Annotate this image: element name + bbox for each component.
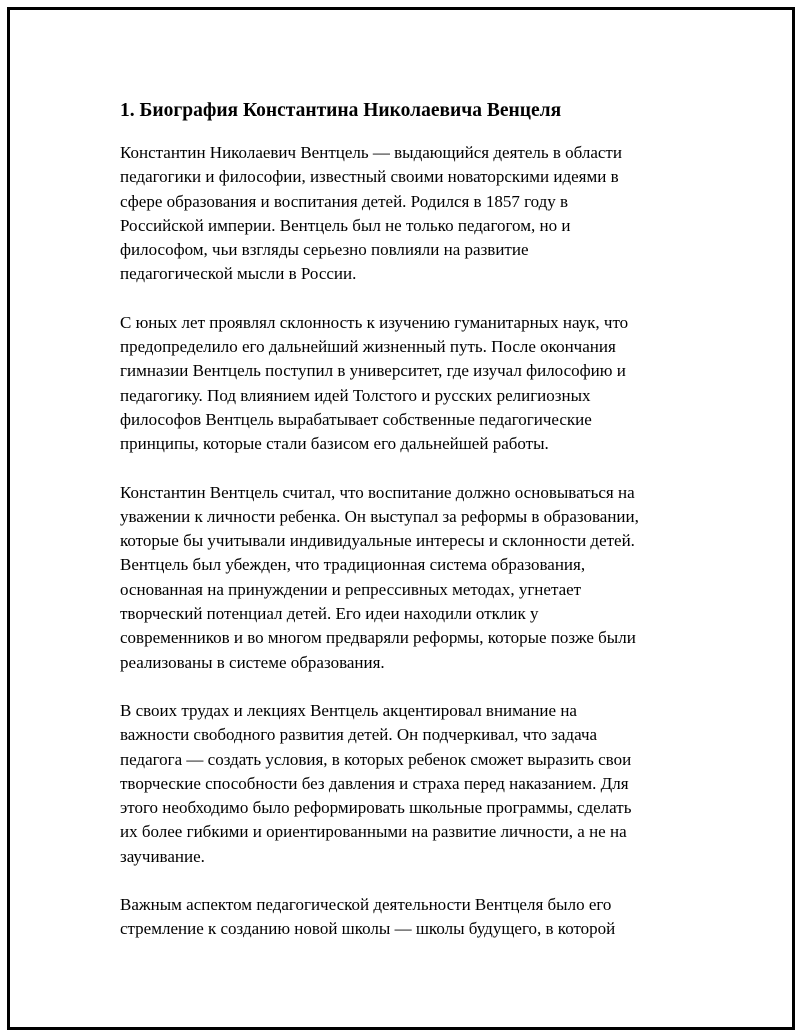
text-line: Константин Николаевич Вентцель — выдающийся деятель в области — [120, 143, 622, 162]
text-line: Константин Вентцель считал, что воспитание должно основываться на — [120, 482, 635, 502]
text-line: педагога — создать условия, в которых ребенок сможет выразить свои — [120, 749, 632, 769]
text-line: этого необходимо было реформировать школьные программы, сделать — [120, 798, 632, 818]
document-body — [120, 99, 695, 966]
text-line: творческий потенциал детей. Его идеи находили отклик у — [120, 604, 539, 624]
text-line: творческие способности без давления и страха перед наказанием. Для — [120, 773, 629, 793]
text-line: гимназии Вентцель поступил в университет, где изучал философию и — [120, 361, 626, 381]
paragraph-3 — [120, 481, 695, 675]
text-line: педагогики и философии, известный своими новаторскими идеями в — [120, 167, 619, 187]
text-line: Важным аспектом педагогической деятельности Вентцеля было его — [120, 895, 612, 915]
text-line: Российской империи. Вентцель был не только педагогом, но и — [120, 215, 571, 235]
text-line: педагогику. Под влиянием идей Толстого и русских религиозных — [120, 385, 591, 405]
text-line: педагогической мысли в России. — [120, 264, 357, 284]
text-line: философов Вентцель вырабатывает собственные педагогические — [120, 409, 592, 429]
text-line: предопределило его дальнейший жизненный путь. После окончания — [120, 337, 616, 357]
text-line: основанная на принуждении и репрессивных методах, угнетает — [120, 579, 582, 599]
text-line: сфере образования и воспитания детей. Родился в 1857 году в — [120, 191, 569, 211]
text-line: С юных лет проявлял склонность к изучению гуманитарных наук, что — [120, 312, 629, 332]
text-line: которые бы учитывали индивидуальные интересы и склонности детей. — [120, 531, 635, 551]
text-line: заучивание. — [120, 846, 205, 866]
text-line: принципы, которые стали базисом его дальнейшей работы. — [120, 434, 549, 454]
page-frame — [7, 7, 795, 1030]
text-line: важности свободного развития детей. Он подчеркивал, что задача — [120, 725, 598, 745]
text-line: уважении к личности ребенка. Он выступал за реформы в образовании, — [120, 506, 639, 526]
text-line: В своих трудах и лекциях Вентцель акцентировал внимание на — [120, 700, 577, 720]
section-heading: 1. Биография Константина Николаевича Венцеля — [120, 100, 562, 121]
text-line: современников и во многом предваряли реформы, которые позже были — [120, 628, 636, 648]
text-line: Вентцель был убежден, что традиционная система образования, — [120, 555, 586, 575]
paragraph-5 — [120, 893, 695, 942]
text-line: стремление к созданию новой школы — школы будущего, в которой — [120, 919, 616, 939]
text-line: реализованы в системе образования. — [120, 652, 385, 672]
paragraph-4 — [120, 699, 695, 869]
paragraph-2 — [120, 311, 695, 457]
paragraph-1 — [120, 141, 695, 287]
text-line: философом, чьи взгляды серьезно повлияли на развитие — [120, 240, 529, 260]
text-line: их более гибкими и ориентированными на развитие личности, а не на — [120, 822, 627, 842]
